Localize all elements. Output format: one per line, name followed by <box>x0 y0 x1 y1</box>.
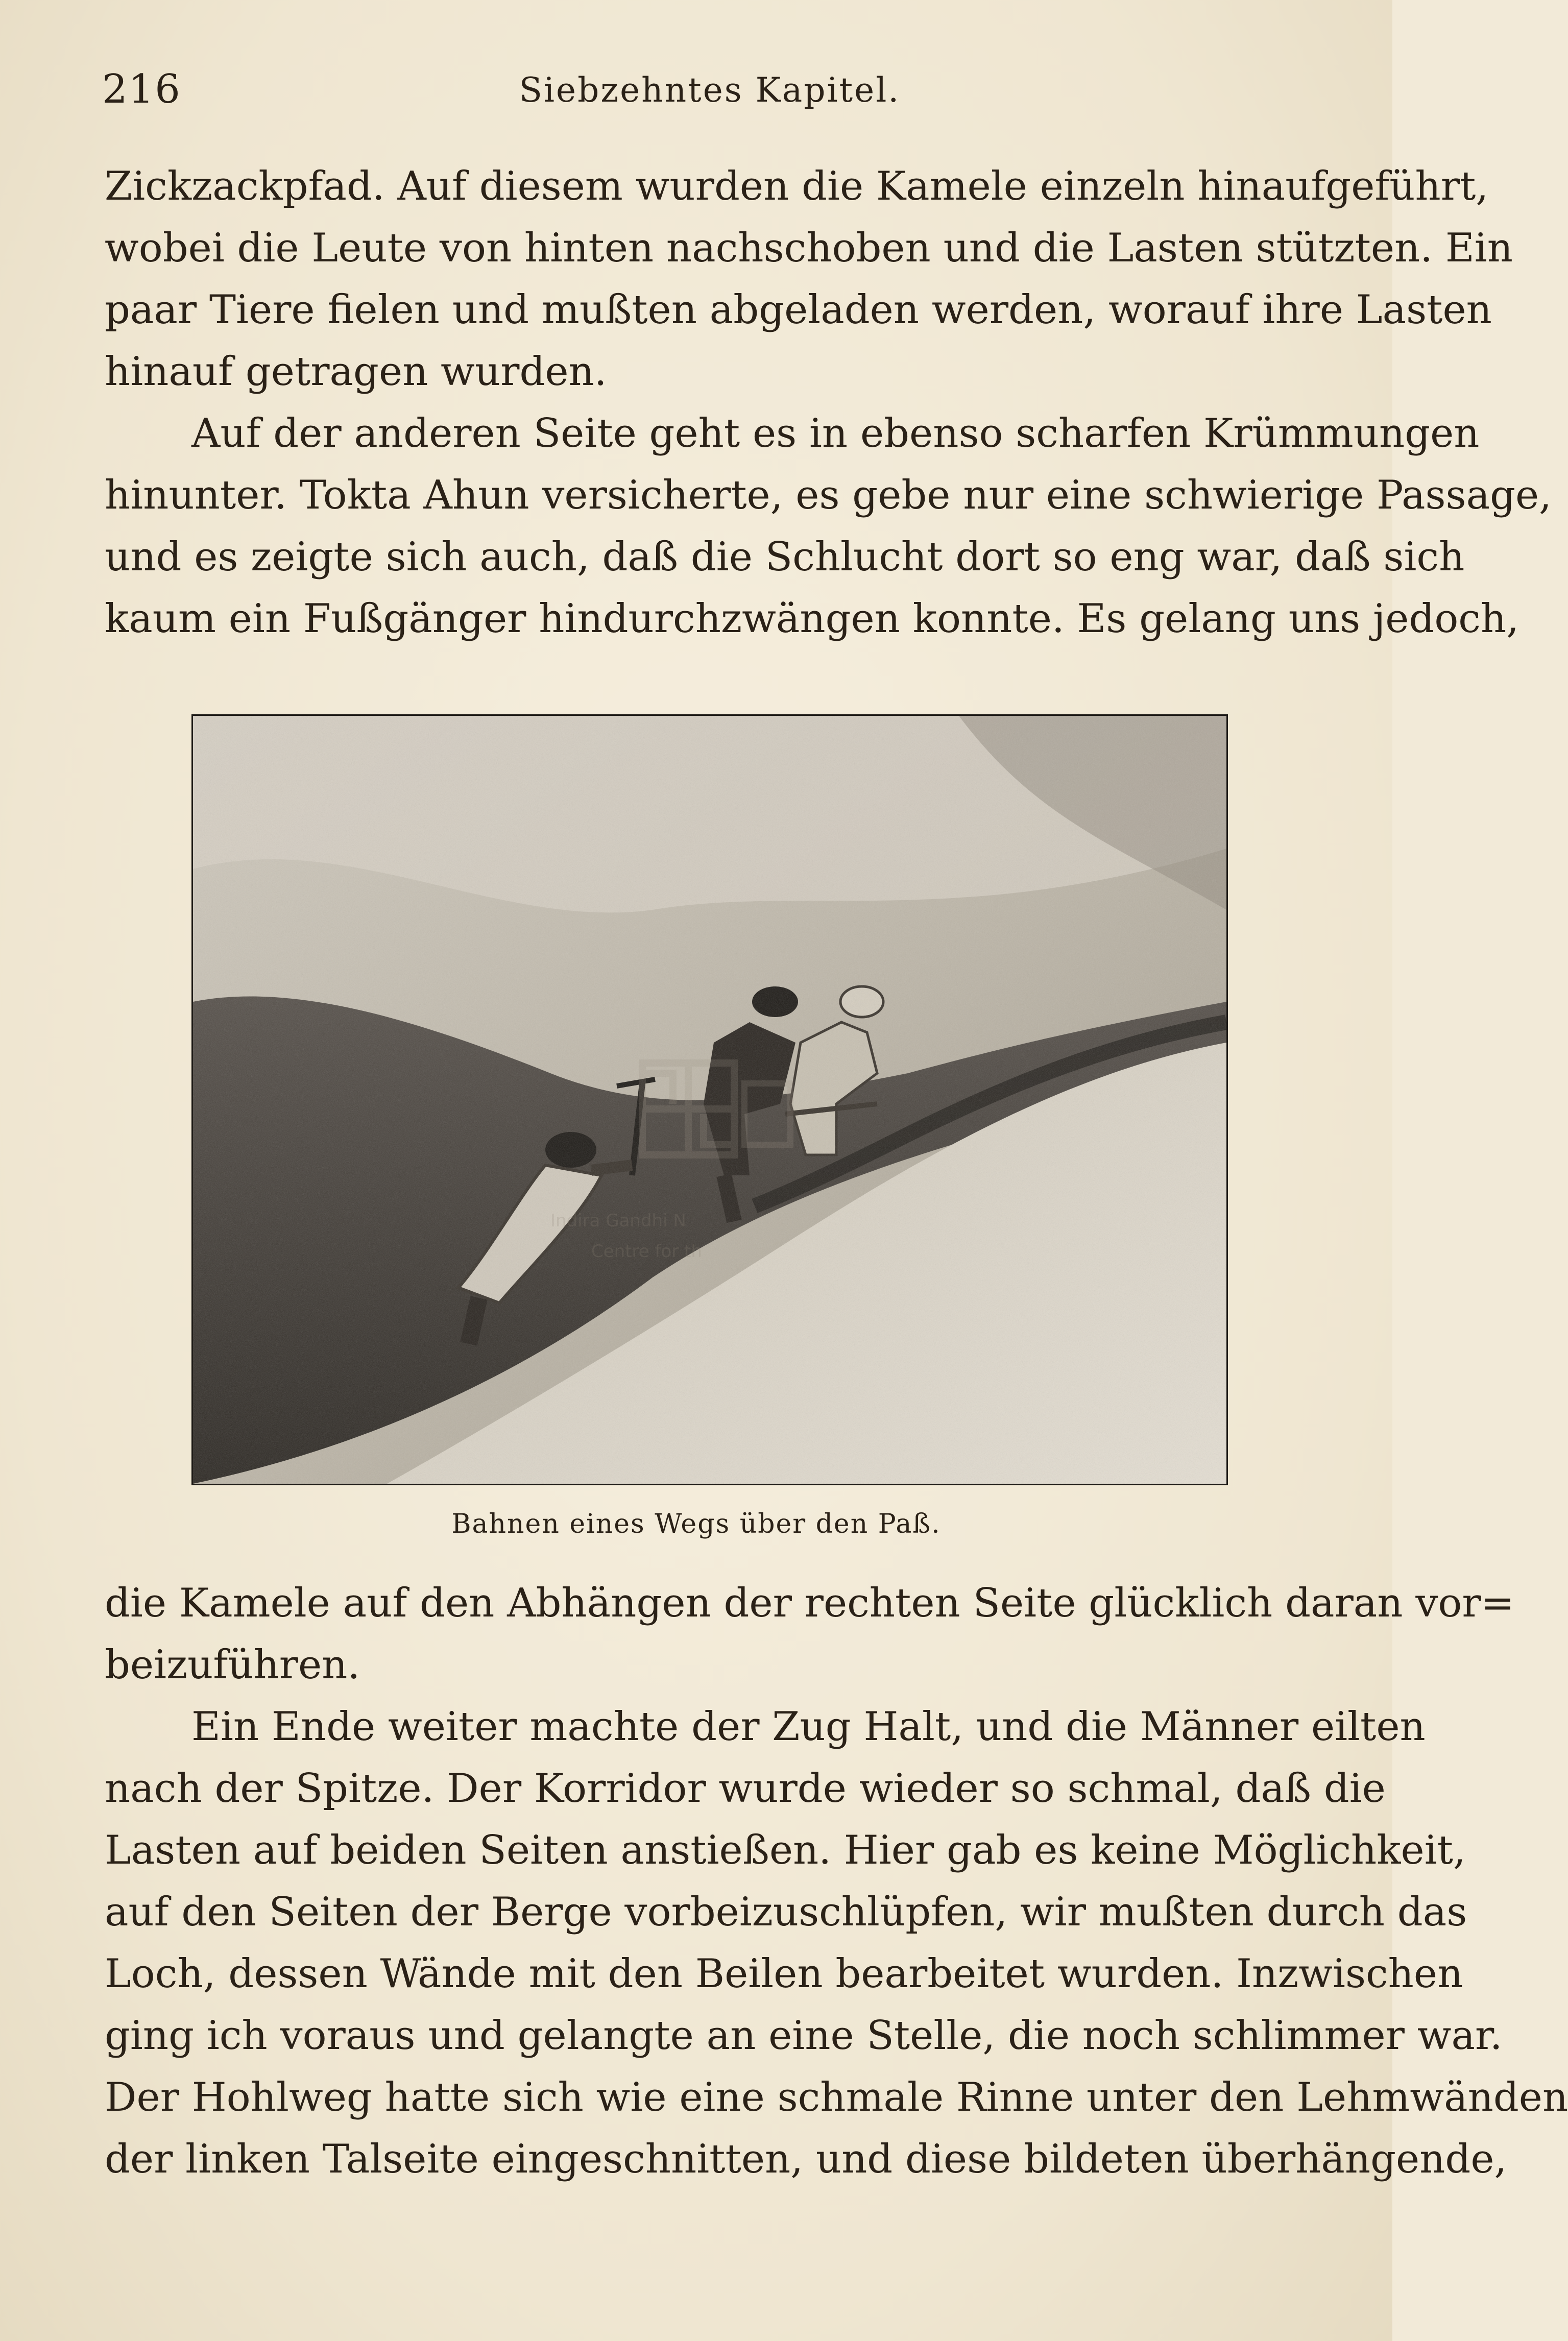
running-head: Siebzehntes Kapitel. <box>519 70 901 110</box>
body-text-top <box>105 156 1552 650</box>
text-line: hinunter. Tokta Ahun versicherte, es gebe nur eine schwierige Passage, <box>105 472 1552 518</box>
text-line: und es zeigte sich auch, daß die Schlucht dort so eng war, daß sich <box>105 534 1465 580</box>
text-line: paar Tiere fielen und mußten abgeladen werden, worauf ihre Lasten <box>105 287 1492 333</box>
page-header <box>102 66 1317 123</box>
photo-illustration <box>193 716 1226 1484</box>
text-line: die Kamele auf den Abhängen der rechten Seite glücklich daran vor= <box>105 1580 1515 1626</box>
body-text-bottom <box>105 1573 1568 2190</box>
text-line: auf den Seiten der Berge vorbeizuschlüpfen, wir mußten durch das <box>105 1889 1467 1935</box>
text-line: Loch, dessen Wände mit den Beilen bearbeitet wurden. Inzwischen <box>105 1951 1463 1997</box>
text-line: Zickzackpfad. Auf diesem wurden die Kamele einzeln hinaufgeführt, <box>105 163 1489 209</box>
text-line: nach der Spitze. Der Korridor wurde wieder so schmal, daß die <box>105 1766 1386 1812</box>
figure-caption: Bahnen eines Wegs über den Paß. <box>451 1509 941 1539</box>
text-line: kaum ein Fußgänger hindurchzwängen konnte. Es gelang uns jedoch, <box>105 596 1519 642</box>
photo-grain <box>193 716 1226 1484</box>
text-line: der linken Talseite eingeschnitten, und diese bildeten überhängende, <box>105 2136 1507 2182</box>
text-line: Lasten auf beiden Seiten anstießen. Hier gab es keine Möglichkeit, <box>105 1827 1466 1873</box>
text-line: Auf der anderen Seite geht es in ebenso scharfen Krümmungen <box>191 411 1480 456</box>
page-number: 216 <box>102 66 181 112</box>
text-line: ging ich voraus und gelangte an eine Stelle, die noch schlimmer war. <box>105 2013 1503 2059</box>
text-line: Der Hohlweg hatte sich wie eine schmale Rinne unter den Lehmwänden <box>105 2074 1568 2120</box>
text-line: Ein Ende weiter machte der Zug Halt, und die Männer eilten <box>191 1704 1426 1750</box>
text-line: hinauf getragen wurden. <box>105 349 607 395</box>
text-line: wobei die Leute von hinten nachschoben und die Lasten stützten. Ein <box>105 225 1513 271</box>
text-line: beizuführen. <box>105 1642 360 1688</box>
photograph-climbers-on-pass <box>193 716 1226 1484</box>
